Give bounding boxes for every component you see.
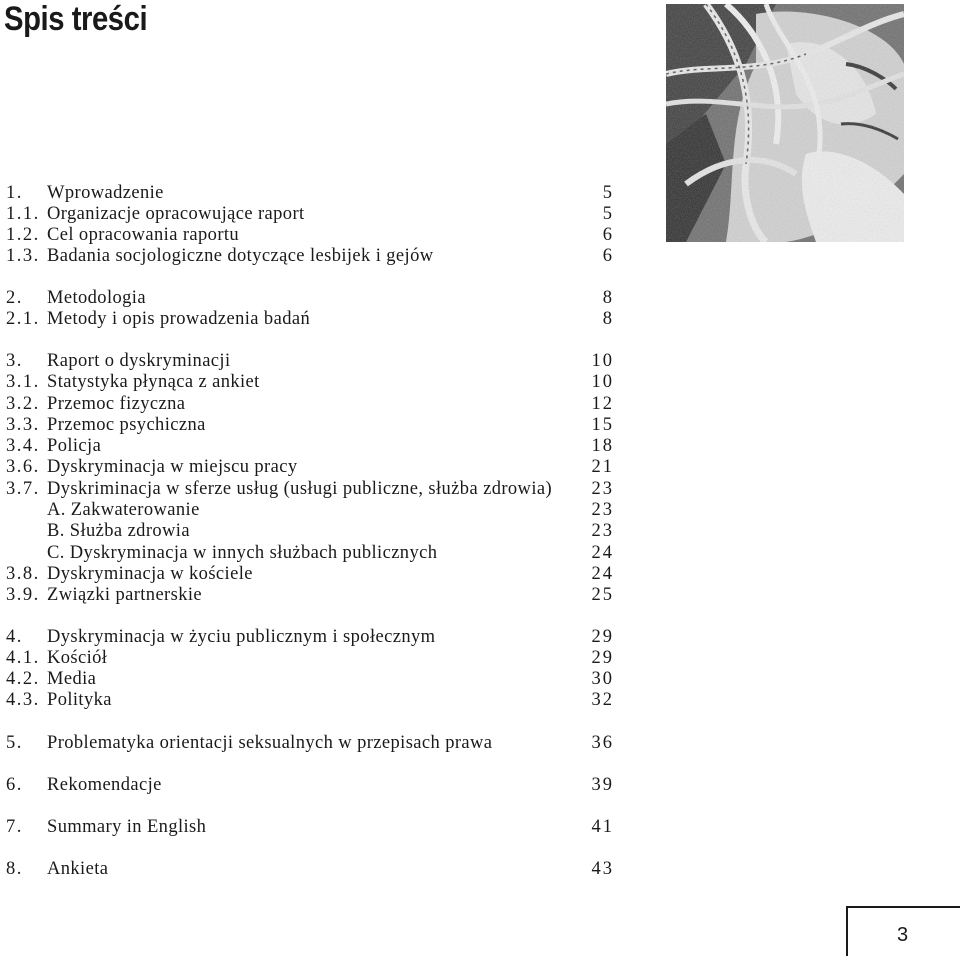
toc-title: Dyskryminacja w życiu publicznym i społecznym — [47, 627, 436, 647]
toc-number: 3.4. — [6, 436, 40, 456]
toc-page: 23 — [591, 479, 614, 499]
toc-page: 8 — [602, 288, 614, 308]
toc-title: Summary in English — [47, 817, 207, 837]
toc-number: 1.1. — [6, 204, 40, 224]
toc-entry — [0, 204, 640, 225]
toc-entry — [0, 648, 640, 669]
toc-page: 6 — [602, 225, 614, 245]
toc-entry — [0, 521, 640, 542]
toc-page: 10 — [591, 351, 614, 371]
toc-entry — [0, 775, 640, 796]
toc-number: 3.7. — [6, 479, 40, 499]
page-number: 3 — [897, 924, 909, 946]
toc-title: Kościół — [47, 648, 108, 668]
toc-entry — [0, 372, 640, 393]
toc-page: 10 — [591, 372, 614, 392]
toc-title: Problematyka orientacji seksualnych w przepisach prawa — [47, 733, 493, 753]
toc-entry — [0, 457, 640, 478]
toc-entry — [0, 183, 640, 204]
toc-title: Ankieta — [47, 859, 109, 879]
toc-page: 15 — [591, 415, 614, 435]
toc-page: 43 — [591, 859, 614, 879]
toc-page: 23 — [591, 500, 614, 520]
toc-title: B. Służba zdrowia — [47, 521, 190, 541]
toc-title: Przemoc fizyczna — [47, 394, 186, 414]
toc-page: 23 — [591, 521, 614, 541]
toc-title: Media — [47, 669, 97, 689]
toc-title: Dyskryminacja w kościele — [47, 564, 253, 584]
toc-entry — [0, 309, 640, 330]
toc-entry — [0, 351, 640, 372]
toc-page: 32 — [591, 690, 614, 710]
toc-number: 3.2. — [6, 394, 40, 414]
toc-title: Rekomendacje — [47, 775, 162, 795]
toc-page: 25 — [591, 585, 614, 605]
toc-page: 36 — [591, 733, 614, 753]
toc-title: Dyskriminacja w sferze usług (usługi publiczne, służba zdrowia) — [47, 479, 553, 499]
toc-title: Przemoc psychiczna — [47, 415, 206, 435]
toc-entry — [0, 627, 640, 648]
toc-title: Związki partnerskie — [47, 585, 203, 605]
toc-page: 21 — [591, 457, 614, 477]
toc-number: 3.3. — [6, 415, 40, 435]
toc-number: 4. — [6, 627, 23, 647]
toc-title: Polityka — [47, 690, 112, 710]
toc-title: Metody i opis prowadzenia badań — [47, 309, 311, 329]
rope-face-photo — [666, 4, 904, 242]
toc-page: 30 — [591, 669, 614, 689]
toc-number: 4.1. — [6, 648, 40, 668]
toc-page: 39 — [591, 775, 614, 795]
toc-entry — [0, 225, 640, 246]
toc-entry — [0, 288, 640, 309]
toc-title: A. Zakwaterowanie — [47, 500, 200, 520]
toc-entry — [0, 585, 640, 606]
toc-number: 2.1. — [6, 309, 40, 329]
toc-entry — [0, 394, 640, 415]
toc-page: 6 — [602, 246, 614, 266]
toc-title: Policja — [47, 436, 102, 456]
toc-number: 3.6. — [6, 457, 40, 477]
toc-page: 5 — [602, 183, 614, 203]
toc-page: 29 — [591, 627, 614, 647]
toc-entry — [0, 436, 640, 457]
toc-title: Wprowadzenie — [47, 183, 164, 203]
page-title: Spis treści — [4, 0, 148, 38]
toc-title: Metodologia — [47, 288, 146, 308]
toc-page: 24 — [591, 564, 614, 584]
toc-page: 29 — [591, 648, 614, 668]
toc-title: Raport o dyskryminacji — [47, 351, 231, 371]
toc-number: 3.1. — [6, 372, 40, 392]
toc-entry — [0, 690, 640, 711]
toc-number: 3.9. — [6, 585, 40, 605]
toc-title: Dyskryminacja w miejscu pracy — [47, 457, 298, 477]
toc-entry — [0, 500, 640, 521]
toc-page: 41 — [591, 817, 614, 837]
toc-title: Badania socjologiczne dotyczące lesbijek i gejów — [47, 246, 434, 266]
toc-number: 1. — [6, 183, 23, 203]
toc-entry — [0, 479, 640, 500]
toc-page: 8 — [602, 309, 614, 329]
toc-entry — [0, 246, 640, 267]
toc-entry — [0, 733, 640, 754]
toc-title: C. Dyskryminacja w innych służbach publicznych — [47, 543, 438, 563]
toc-page: 18 — [591, 436, 614, 456]
toc-title: Statystyka płynąca z ankiet — [47, 372, 260, 392]
toc-entry — [0, 415, 640, 436]
toc-page: 12 — [591, 394, 614, 414]
toc-number: 8. — [6, 859, 23, 879]
toc-entry — [0, 564, 640, 585]
toc-title: Cel opracowania raportu — [47, 225, 240, 245]
toc-page: 5 — [602, 204, 614, 224]
toc-entry — [0, 669, 640, 690]
toc-number: 5. — [6, 733, 23, 753]
toc-number: 3.8. — [6, 564, 40, 584]
toc-number: 1.2. — [6, 225, 40, 245]
toc-entry — [0, 543, 640, 564]
toc-number: 4.3. — [6, 690, 40, 710]
toc-title: Organizacje opracowujące raport — [47, 204, 305, 224]
toc-number: 7. — [6, 817, 23, 837]
toc-number: 4.2. — [6, 669, 40, 689]
toc-page: 24 — [591, 543, 614, 563]
toc-number: 3. — [6, 351, 23, 371]
toc-number: 2. — [6, 288, 23, 308]
toc-entry — [0, 859, 640, 880]
toc-entry — [0, 817, 640, 838]
toc-number: 1.3. — [6, 246, 40, 266]
toc-number: 6. — [6, 775, 23, 795]
